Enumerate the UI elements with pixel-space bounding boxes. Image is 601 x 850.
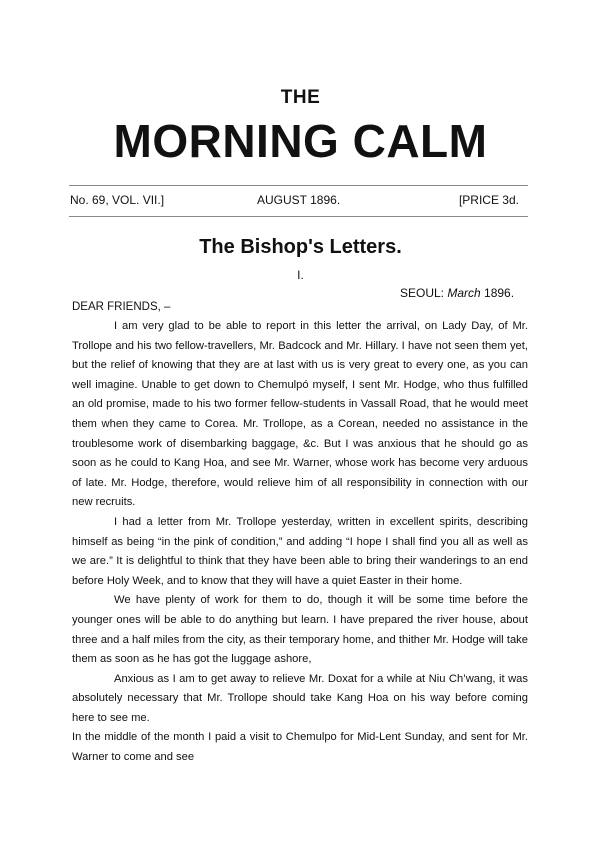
dateline-month: March xyxy=(447,286,481,300)
paragraph-1: I am very glad to be able to report in this letter the arrival, on Lady Day, of Mr. Trollope and his two fellow-travellers, Mr. Badcock and Mr. Hillary. I have not seen them yet, but the relief of knowing that they are at last with us is very great to every one, as you can well imagine. Unable to get down to Chemulpó myself, I sent Mr. Hodge, who thus fulfilled an old promise, made to his two former fellow-students in Vassall Road, that he would meet them when they came to Corea. Mr. Trollope, as a Corean, needed no assistance in the troublesome work of disembarking baggage, &c. But I was anxious that he should go as soon as he could to Kang Hoa, and see Mr. Warner, whose work has become very arduous of late. Mr. Hodge, therefore, would relieve him of all responsibility in connection with our new recruits. xyxy=(72,320,528,509)
issue-number: No. 69, VOL. VII.] xyxy=(70,193,165,207)
dateline xyxy=(400,286,514,300)
masthead-title: MORNING CALM xyxy=(113,115,488,167)
paragraph-3: We have plenty of work for them to do, though it will be some time before the younger ones will be able to do anything but learn. I have prepared the river house, about three and a half miles from the city, as their temporary home, and thither Mr. Hodge will take them as soon as he has got the luggage ashore, xyxy=(72,594,528,666)
issue-price: [PRICE 3d. xyxy=(458,193,519,207)
paragraph-5: In the middle of the month I paid a visit to Chemulpo for Mid-Lent Sunday, and sent for Mr. Warner to come and see xyxy=(72,731,528,764)
dateline-year: 1896. xyxy=(480,286,515,300)
dateline-place: SEOUL: xyxy=(400,286,448,300)
letter-body xyxy=(72,317,528,768)
masthead-article: THE xyxy=(280,87,321,108)
bottom-rule xyxy=(69,216,528,217)
top-rule xyxy=(69,185,528,186)
issue-date: AUGUST 1896. xyxy=(257,193,341,207)
issue-line xyxy=(70,193,525,209)
paragraph-2: I had a letter from Mr. Trollope yesterday, written in excellent spirits, describing himself as being “in the pink of condition,” and adding “I hope I shall find you all as well as we are.” It is delightful to think that they have been able to bring their wanderings to an end before Holy Week, and to know that they will have a quiet Easter in their home. xyxy=(72,515,528,587)
paragraph-4: Anxious as I am to get away to relieve Mr. Doxat for a while at Niu Ch’wang, it was absolutely necessary that Mr. Trollope should take Kang Hoa on his way before coming here to see me. xyxy=(72,672,528,724)
salutation: DEAR FRIENDS, – xyxy=(72,301,171,313)
letter-numeral: I. xyxy=(297,268,304,282)
article-title: The Bishop's Letters. xyxy=(199,236,402,258)
